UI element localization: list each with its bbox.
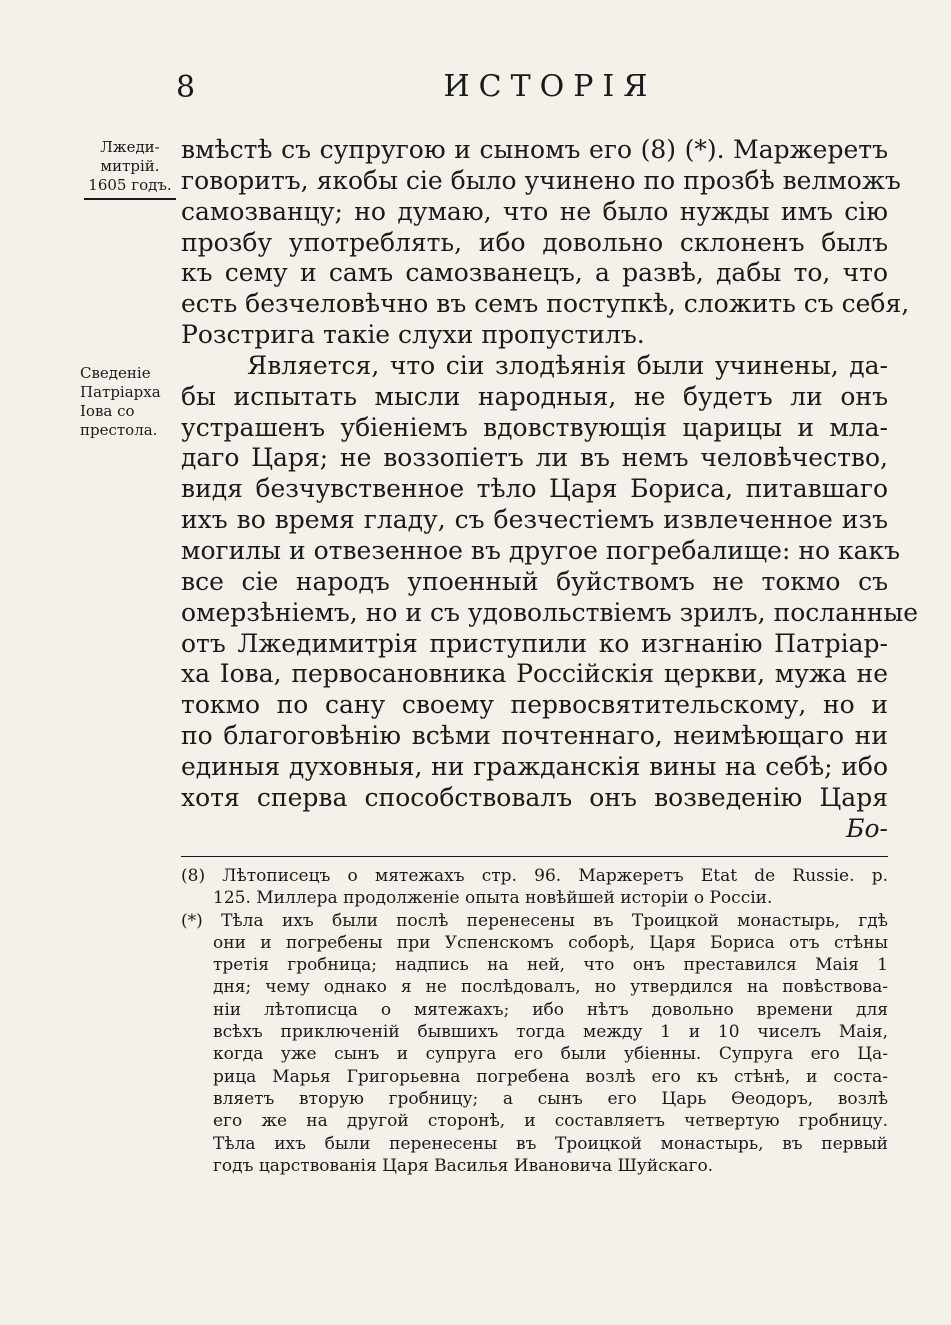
footnote-line: рица Марья Григорьевна погребена возлѣ его къ стѣнѣ, и соста- xyxy=(213,1066,888,1087)
footnote-line: дня; чему однако я не послѣдовалъ, но утвердился на повѣствова- xyxy=(213,977,888,998)
margin-note-line: 1605 годъ. xyxy=(88,176,172,194)
footnote-line: ніи лѣтописца о мятежахъ; ибо нѣтъ довольно времени для xyxy=(213,999,888,1020)
text-line: даго Царя; не воззопіетъ ли въ немъ человѣчество, xyxy=(181,443,888,473)
text-line: устрашенъ убіеніемъ вдовствующія царицы и мла- xyxy=(181,412,888,442)
text-line: бы испытать мысли народныя, не будетъ ли онъ xyxy=(181,381,888,411)
margin-note-line: Іова со xyxy=(80,402,135,420)
text-line: по благоговѣнію всѣми почтеннаго, неимѣющаго ни xyxy=(181,721,888,751)
text-line: говоритъ, якобы сіе было учинено по прозбѣ велможъ xyxy=(181,165,901,195)
text-line: отъ Лжедимитрія приступили ко изгнанію Патріар- xyxy=(181,628,888,658)
footnotes xyxy=(181,865,888,1177)
footnote-line: (8) Лѣтописецъ о мятежахъ стр. 96. Маржеретъ Etat de Russie. p. xyxy=(181,866,888,886)
footnote-line: (*) Тѣла ихъ были послѣ перенесены въ Троицкой монастырь, гдѣ xyxy=(181,910,888,931)
main-text xyxy=(181,135,919,844)
margin-note-line: Сведеніе xyxy=(80,364,151,382)
text-line: ихъ во время гладу, съ безчестіемъ извлеченное изъ xyxy=(181,505,888,535)
footnote-line: 125. Миллера продолженіе опыта новѣйшей исторіи о Россіи. xyxy=(213,888,773,909)
margin-note-rule xyxy=(84,198,176,200)
footnote-line: Тѣла ихъ были перенесены въ Троицкой монастырь, въ первый xyxy=(213,1133,888,1154)
footnote-line: третія гробница; надпись на ней, что онъ преставился Маія 1 xyxy=(213,955,888,976)
page-number: 8 xyxy=(176,70,196,105)
text-line: Является, что сіи злодѣянія были учинены, да- xyxy=(247,350,888,380)
footnote-line: годъ царствованія Царя Василья Ивановича Шуйскаго. xyxy=(213,1155,714,1176)
text-line: есть безчеловѣчно въ семъ поступкѣ, сложить съ себя, xyxy=(181,289,910,319)
text-line: омерзѣніемъ, но и съ удовольствіемъ зрилъ, посланные xyxy=(181,597,919,627)
footnote-line: когда уже сынъ и супруга его были убіенны. Супруга его Ца- xyxy=(213,1044,888,1065)
margin-note-line: митрій. xyxy=(100,157,160,175)
footnote-line: вляетъ вторую гробницу; а сынъ его Царь Ѳеодоръ, возлѣ xyxy=(213,1088,888,1109)
footnote-line: они и погребены при Успенскомъ соборѣ, Царя Бориса отъ стѣны xyxy=(213,932,888,953)
margin-note-line: Лжеди- xyxy=(100,138,160,156)
margin-note-year xyxy=(80,138,180,200)
margin-note-line: Патріарха xyxy=(80,383,161,401)
margin-note-line: престола. xyxy=(80,421,158,439)
text-line: могилы и отвезенное въ другое погребалище: но какъ xyxy=(181,535,901,565)
text-line: вмѣстѣ съ супругою и сыномъ его (8) (*). Маржеретъ xyxy=(181,135,888,164)
text-line: самозванцу; но думаю, что не было нужды имъ сію xyxy=(181,196,888,226)
footnote-line: его же на другой сторонѣ, и составляетъ четвертую гробницу. xyxy=(213,1111,888,1132)
text-line: Розстрига такіе слухи пропустилъ. xyxy=(181,320,645,350)
footnote-line: всѣхъ приключеній бывшихъ тогда между 1 и 10 чиселъ Маія, xyxy=(213,1022,888,1043)
text-line: единыя духовныя, ни гражданскія вины на себѣ; ибо xyxy=(181,751,888,781)
margin-note-patriarch xyxy=(80,364,180,440)
text-line: хотя сперва способствовалъ онъ возведенію Царя xyxy=(181,782,888,812)
catchword: Бо- xyxy=(846,813,888,843)
text-line: токмо по сану своему первосвятительскому, но и xyxy=(181,690,888,720)
running-head: ИСТОРІЯ xyxy=(443,69,657,104)
text-line: къ сему и самъ самозванецъ, а развѣ, дабы то, что xyxy=(181,258,888,288)
text-line: ха Іова, первосановника Россійскія церкви, мужа не xyxy=(181,659,888,689)
text-line: все сіе народъ упоенный буйствомъ не токмо съ xyxy=(181,566,888,596)
footnote-rule xyxy=(181,856,888,857)
text-line: прозбу употреблять, ибо довольно склоненъ былъ xyxy=(181,227,888,257)
text-line: видя безчувственное тѣло Царя Бориса, питавшаго xyxy=(181,474,888,504)
